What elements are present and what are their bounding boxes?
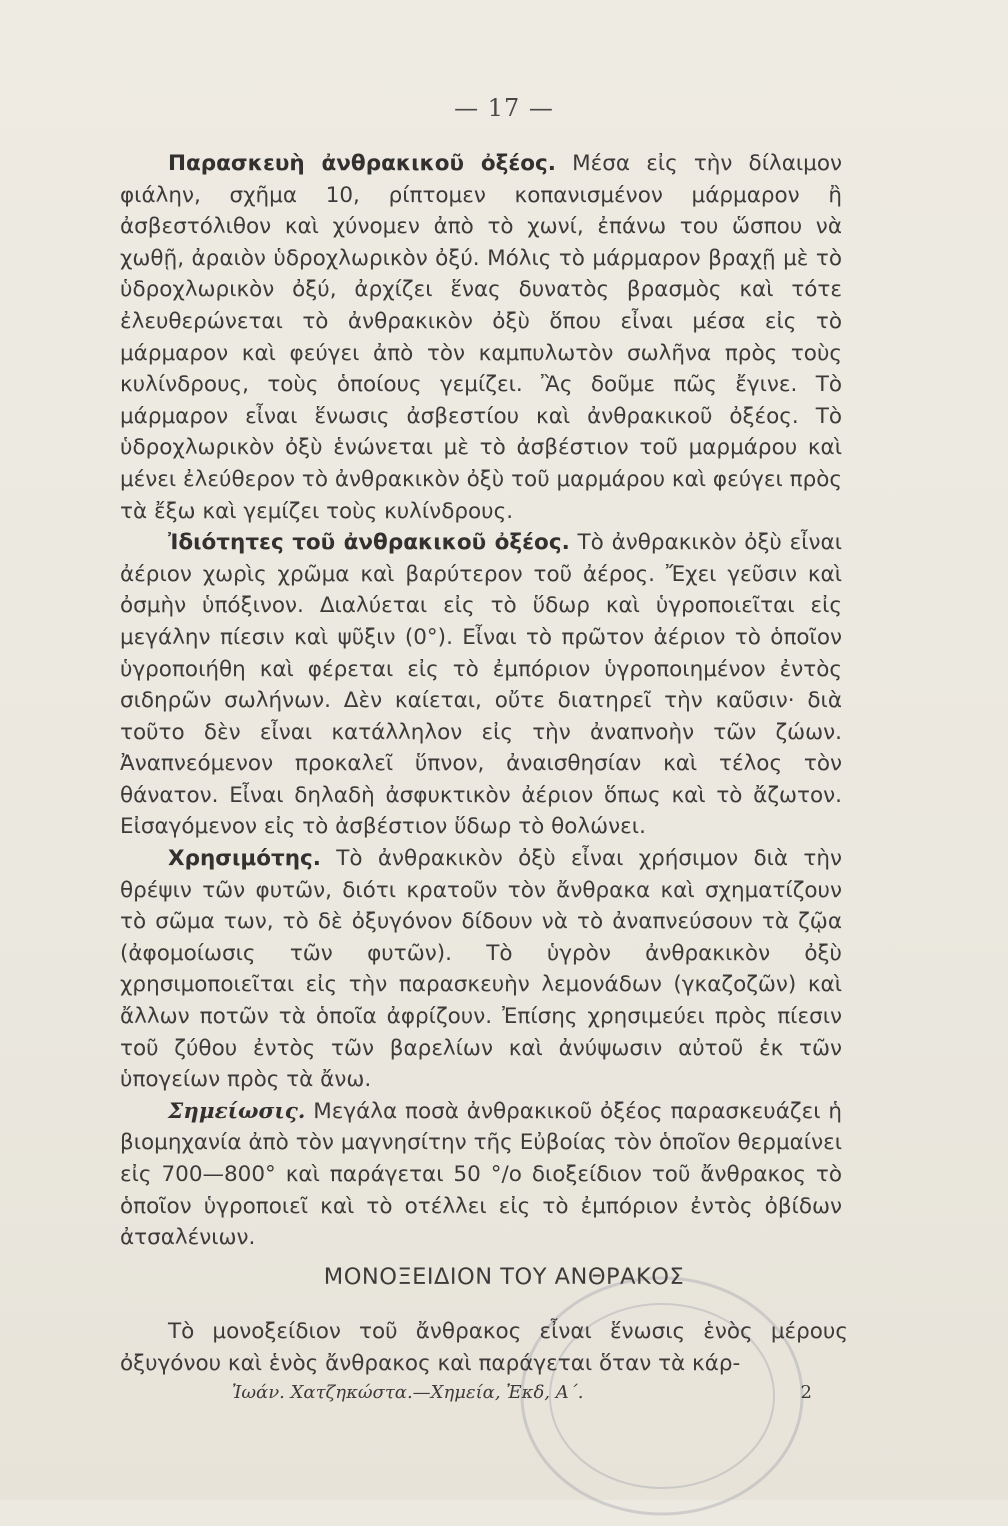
- paragraph-heading: Χρησιμότης.: [168, 846, 321, 872]
- paragraph-usefulness: [120, 843, 842, 1096]
- paragraph-body: Μέσα εἰς τὴν δίλαιμον φιάλην, σχῆμα 10, ρίπτομεν κοπανισμένον μάρμαρον ἢ ἀσβεστόλιθον καὶ χύνομεν ἀπὸ τὸ χωνί, ἐπάνω του ὥσπου νὰ χωθῇ, ἀραιὸν ὑδροχλωρικὸν ὀξύ. Μόλις τὸ μάρμαρον βραχῇ μὲ τὸ ὑδροχλωρικὸν ὀξύ, ἀρχίζει ἕνας δυνατὸς βρασμὸς καὶ τότε ἐλευθερώνεται τὸ ἀνθρακικὸν ὀξὺ ὅπου εἶναι μέσα εἰς τὸ μάρμαρον καὶ φεύγει ἀπὸ τὸν καμπυλωτὸν σωλῆνα πρὸς τοὺς κυλίνδρους, τοὺς ὁποίους γεμίζει. Ἂς δοῦμε πῶς ἔγινε. Τὸ μάρμαρον εἶναι ἕνωσις ἀσβεστίου καὶ ἀνθρακικοῦ ὀξέος. Τὸ ὑδροχλωρικὸν ὀξὺ ἑνώνεται μὲ τὸ ἀσβέστιον τοῦ μαρμάρου καὶ μένει ἐλεύθερον τὸ ἀνθρακικὸν ὀξὺ τοῦ μαρμάρου καὶ φεύγει πρὸς τὰ ἔξω καὶ γεμίζει τοὺς κυλίνδρους.: [120, 151, 842, 524]
- section-title: ΜΟΝΟΞΕΙΔΙΟΝ ΤΟΥ ΑΝΘΡΑΚΟΣ: [323, 1264, 685, 1290]
- footer: [232, 1382, 812, 1403]
- paragraph-body: Τὸ ἀνθρακικὸν ὀξὺ εἶναι χρήσιμον διὰ τὴν θρέψιν τῶν φυτῶν, διότι κρατοῦν τὸν ἄνθρακα καὶ σχηματίζουν τὸ σῶμα των, τὸ δὲ ὀξυγόνον δίδουν νὰ τὸ ἀναπνεύσουν τὰ ζῷα (ἀφομοίωσις τῶν φυτῶν). Τὸ ὑγρὸν ἀνθρακικὸν ὀξὺ χρησιμοποιεῖται εἰς τὴν παρασκευὴν λεμονάδων (γκαζοζῶν) καὶ ἄλλων ποτῶν τὰ ὁποῖα ἀφρίζουν. Ἐπίσης χρησιμεύει πρὸς πίεσιν τοῦ ζύθου ἐντὸς τῶν βαρελίων καὶ ἀνύψωσιν αὐτοῦ ἐκ τῶν ὑπογείων πρὸς τὰ ἄνω.: [120, 846, 842, 1093]
- paragraph-note: [120, 1096, 842, 1254]
- paragraph-properties: [120, 527, 842, 843]
- signature-mark: 2: [800, 1382, 812, 1403]
- paragraph-heading: Παρασκευὴ ἀνθρακικοῦ ὀξέος.: [168, 151, 556, 176]
- paragraph-heading: Σημείωσις.: [168, 1098, 306, 1124]
- main-text: [120, 148, 842, 1254]
- paragraph-heading: Ἰδιότητες τοῦ ἀνθρακικοῦ ὀξέος.: [168, 530, 570, 556]
- page-number: — 17 —: [454, 94, 554, 122]
- paragraph-body: Τὸ ἀνθρακικὸν ὀξὺ εἶναι ἀέριον χωρὶς χρῶμα καὶ βαρύτερον τοῦ ἀέρος. Ἔχει γεῦσιν καὶ ὀσμὴν ὑπόξινον. Διαλύεται εἰς τὸ ὕδωρ καὶ ὑγροποιεῖται εἰς μεγάλην πίεσιν καὶ ψῦξιν (0°). Εἶναι τὸ πρῶτον ἀέριον τὸ ὁποῖον ὑγροποιήθη καὶ φέρεται εἰς τὸ ἐμπόριον ὑγροποιημένον ἐντὸς σιδηρῶν σωλήνων. Δὲν καίεται, οὔτε διατηρεῖ τὴν καῦσιν· διὰ τοῦτο δὲν εἶναι κατάλληλον εἰς τὴν ἀναπνοὴν τῶν ζώων. Ἀναπνεόμενον προκαλεῖ ὕπνον, ἀναισθησίαν καὶ τέλος τὸν θάνατον. Εἶναι δηλαδὴ ἀσφυκτικὸν ἀέριον ὅπως καὶ τὸ ἄζωτον. Εἰσαγόμενον εἰς τὸ ἀσβέστιον ὕδωρ τὸ θολώνει.: [120, 530, 842, 840]
- footer-citation: Ἰωάν. Χατζηκώστα.—Χημεία, Ἐκδ, Α΄.: [232, 1382, 584, 1403]
- paragraph-preparation: [120, 148, 842, 527]
- paragraph-body: Μεγάλα ποσὰ ἀνθρακικοῦ ὀξέος παρασκευάζει ἡ βιομηχανία ἀπὸ τὸν μαγνησίτην τῆς Εὐβοίας τὸν ὁποῖον θερμαίνει εἰς 700—800° καὶ παράγεται 50 °/o διοξείδιον τοῦ ἄνθρακος τὸ ὁποῖον ὑγροποιεῖ καὶ τὸ οτέλλει εἰς τὸ ἐμπόριον ἐντὸς ὀβίδων ἀτσαλένιων.: [120, 1098, 842, 1251]
- section-text: [120, 1316, 848, 1379]
- section-paragraph: Τὸ μονοξείδιον τοῦ ἄνθρακος εἶναι ἕνωσις ἑνὸς μέρους ὀξυγόνου καὶ ἑνὸς ἄνθρακος καὶ παράγεται ὅταν τὰ κάρ-: [120, 1319, 848, 1376]
